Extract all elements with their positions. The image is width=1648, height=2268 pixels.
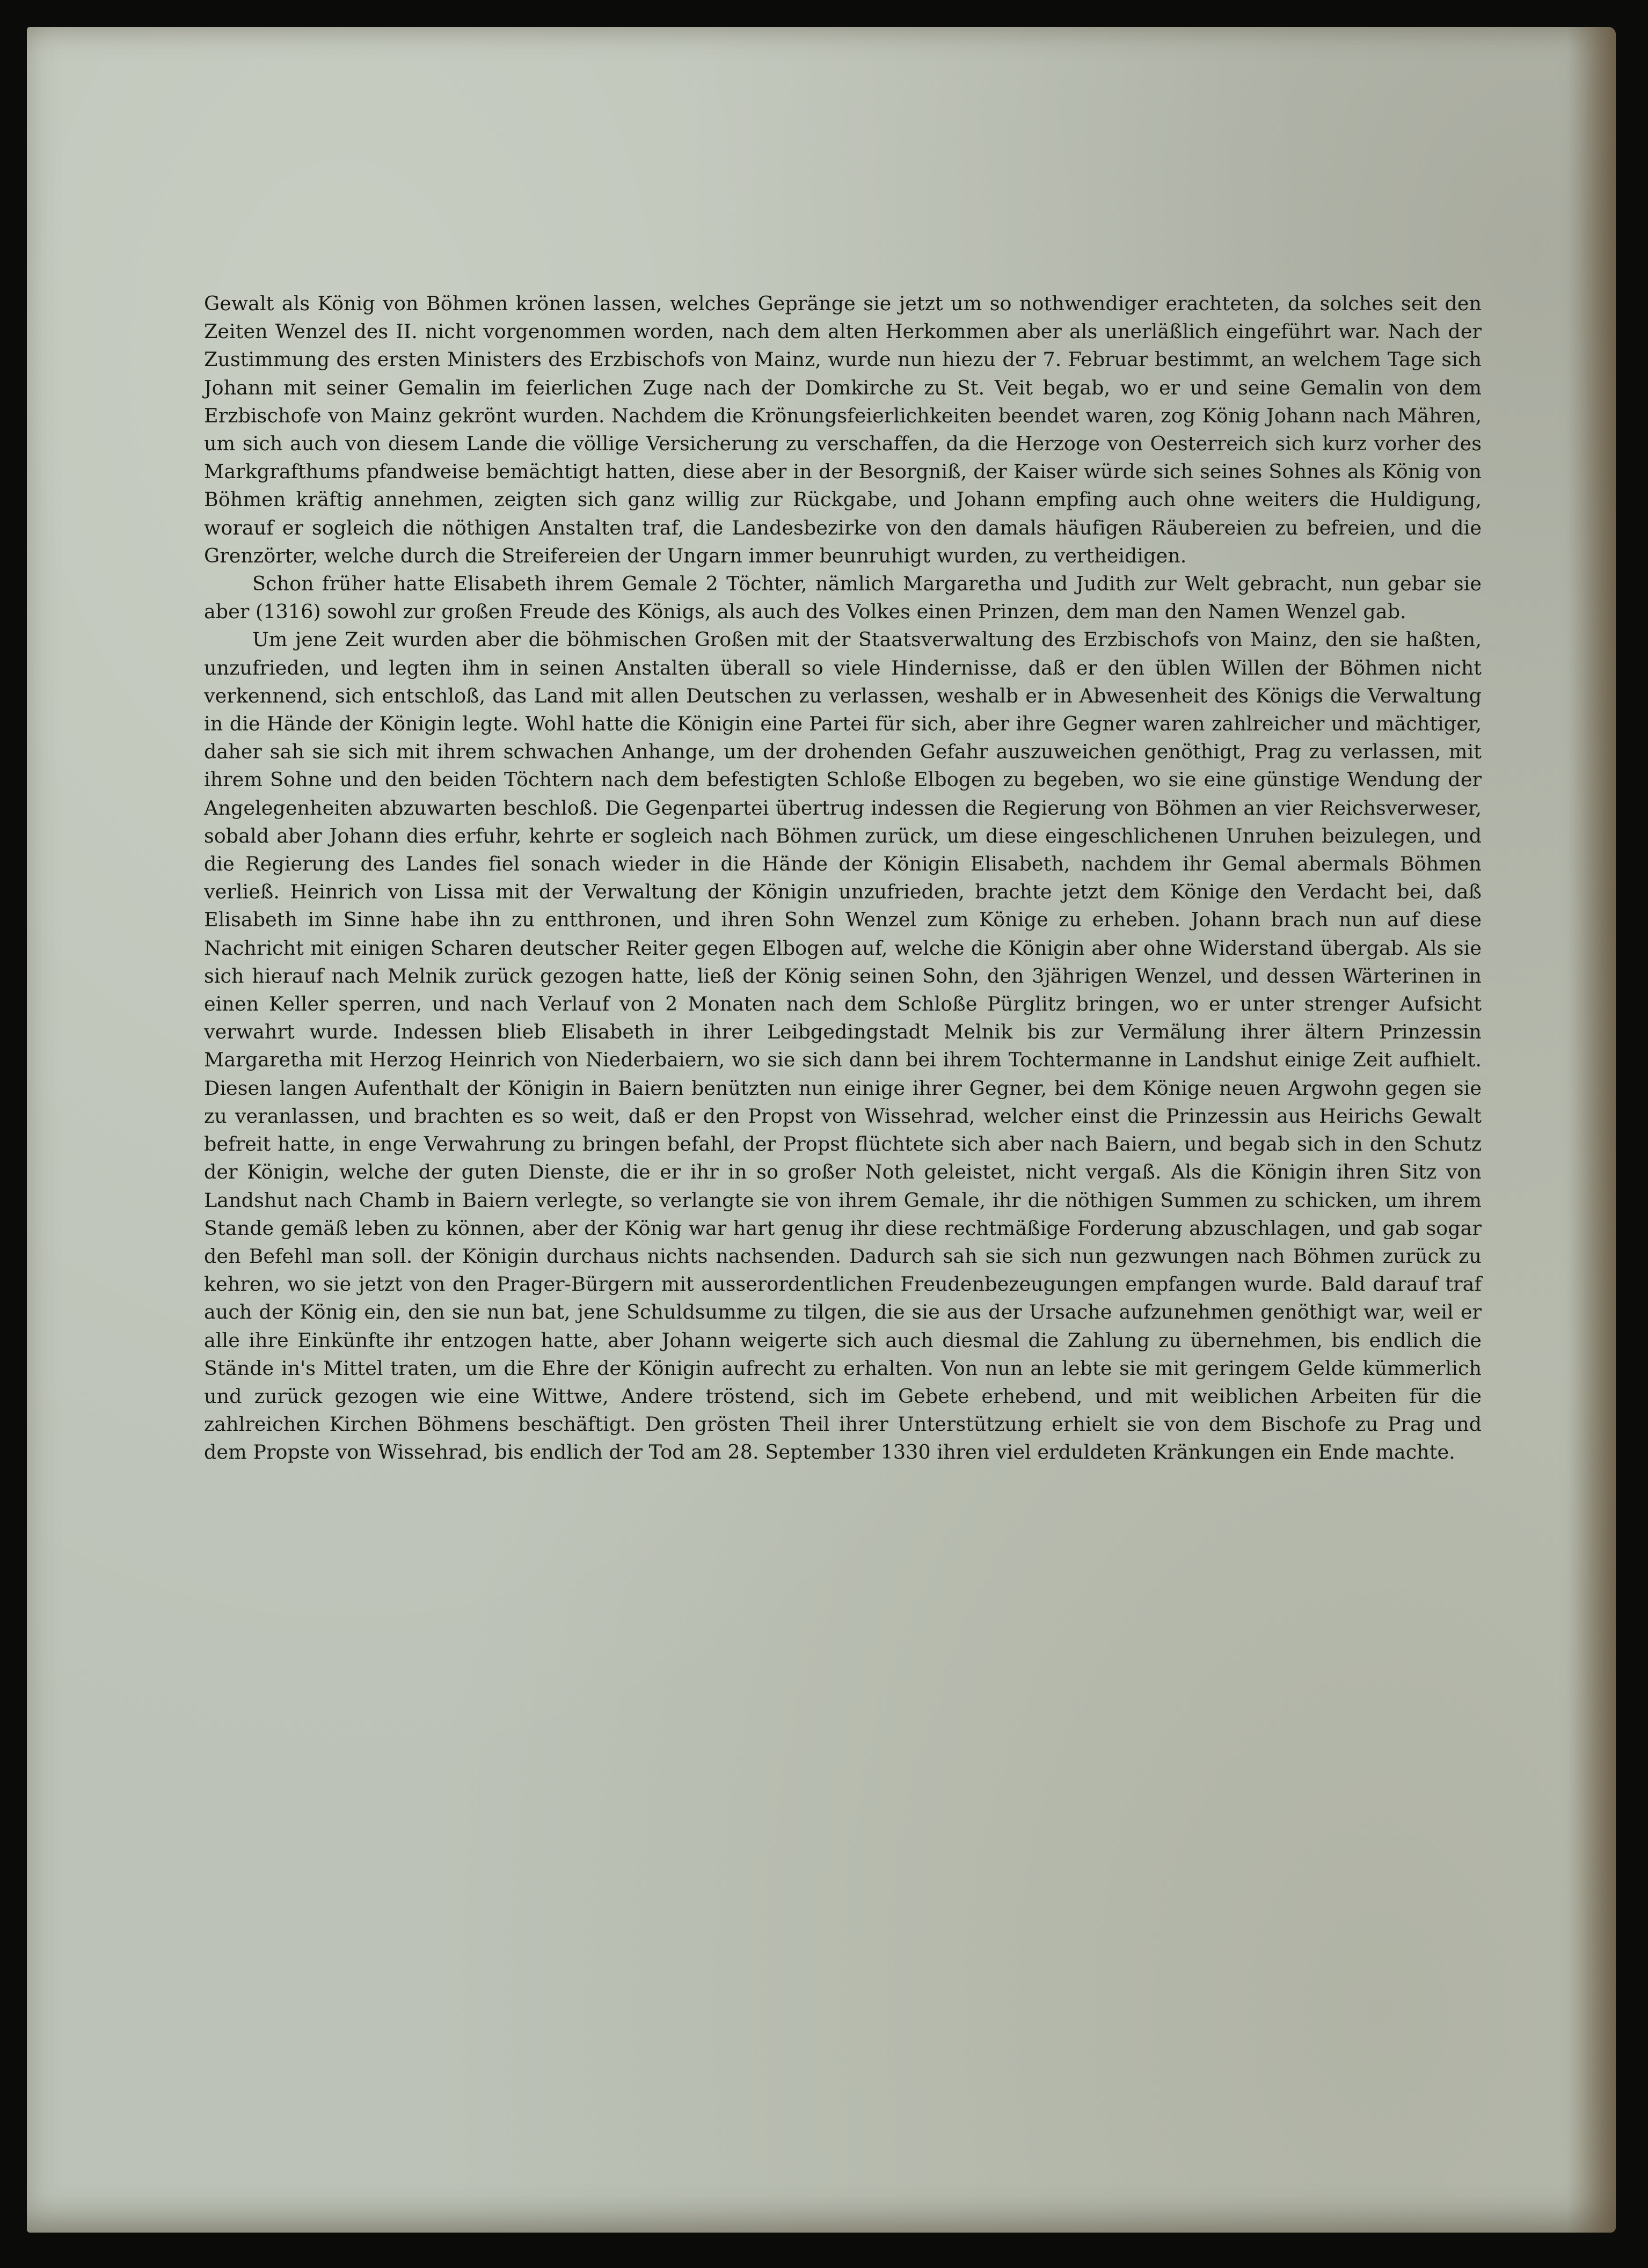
body-text	[204, 290, 1482, 1467]
paragraph-1: Gewalt als König von Böhmen krönen lassen, welches Gepränge sie jetzt um so nothwendiger erachteten, da solches seit den Zeiten Wenzel des II. nicht vorgenommen worden, nach dem alten Herkommen aber als unerläßlich eingeführt war. Nach der Zustimmung des ersten Ministers des Erzbischofs von Mainz, wurde nun hiezu der 7. Februar bestimmt, an welchem Tage sich Johann mit seiner Gemalin im feierlichen Zuge nach der Domkirche zu St. Veit begab, wo er und seine Gemalin von dem Erzbischofe von Mainz gekrönt wurden. Nachdem die Krönungsfeierlichkeiten beendet waren, zog König Johann nach Mähren, um sich auch von diesem Lande die völlige Versicherung zu verschaffen, da die Herzoge von Oesterreich sich kurz vorher des Markgrafthums pfandweise bemächtigt hatten, diese aber in der Besorgniß, der Kaiser würde sich seines Sohnes als König von Böhmen kräftig annehmen, zeigten sich ganz willig zur Rückgabe, und Johann empfing auch ohne weiters die Huldigung, worauf er sogleich die nöthigen Anstalten traf, die Landesbezirke von den damals häufigen Räubereien zu befreien, und die Grenzörter, welche durch die Streifereien der Ungarn immer beunruhigt wurden, zu vertheidigen.	[204, 292, 1482, 567]
paragraph-3: Um jene Zeit wurden aber die böhmischen Großen mit der Staatsverwaltung des Erzbischofs von Mainz, den sie haßten, unzufrieden, und legten ihm in seinen Anstalten überall so viele Hindernisse, daß er den üblen Willen der Böhmen nicht verkennend, sich entschloß, das Land mit allen Deutschen zu verlassen, weshalb er in Abwesenheit des Königs die Verwaltung in die Hände der Königin legte. Wohl hatte die Königin eine Partei für sich, aber ihre Gegner waren zahlreicher und mächtiger, daher sah sie sich mit ihrem schwachen Anhange, um der drohenden Gefahr auszuweichen genöthigt, Prag zu verlassen, mit ihrem Sohne und den beiden Töchtern nach dem befestigten Schloße Elbogen zu begeben, wo sie eine günstige Wendung der Angelegenheiten abzuwarten beschloß. Die Gegenpartei übertrug indessen die Regierung von Böhmen an vier Reichsverweser, sobald aber Johann dies erfuhr, kehrte er sogleich nach Böhmen zurück, um diese eingeschlichenen Unruhen beizulegen, und die Regierung des Landes fiel sonach wieder in die Hände der Königin Elisabeth, nachdem ihr Gemal abermals Böhmen verließ. Heinrich von Lissa mit der Verwaltung der Königin unzufrieden, brachte jetzt dem Könige den Verdacht bei, daß Elisabeth im Sinne habe ihn zu entthronen, und ihren Sohn Wenzel zum Könige zu erheben. Johann brach nun auf diese Nachricht mit einigen Scharen deutscher Reiter gegen Elbogen auf, welche die Königin aber ohne Widerstand übergab. Als sie sich hierauf nach Melnik zurück gezogen hatte, ließ der König seinen Sohn, den 3jährigen Wenzel, und dessen Wärterinen in einen Keller sperren, und nach Verlauf von 2 Monaten nach dem Schloße Pürglitz bringen, wo er unter strenger Aufsicht verwahrt wurde. Indessen blieb Elisabeth in ihrer Leibgedingstadt Melnik bis zur Vermälung ihrer ältern Prinzessin Margaretha mit Herzog Heinrich von Niederbaiern, wo sie sich dann bei ihrem Tochtermanne in Landshut einige Zeit aufhielt. Diesen langen Aufenthalt der Königin in Baiern benützten nun einige ihrer Gegner, bei dem Könige neuen Argwohn gegen sie zu veranlassen, und brachten es so weit, daß er den Propst von Wissehrad, welcher einst die Prinzessin aus Heirichs Gewalt befreit hatte, in enge Verwahrung zu bringen befahl, der Propst flüchtete sich aber nach Baiern, und begab sich in den Schutz der Königin, welche der guten Dienste, die er ihr in so großer Noth geleistet, nicht vergaß. Als die Königin ihren Sitz von Landshut nach Chamb in Baiern verlegte, so verlangte sie von ihrem Gemale, ihr die nöthigen Summen zu schicken, um ihrem Stande gemäß leben zu können, aber der König war hart genug ihr diese rechtmäßige Forderung abzuschlagen, und gab sogar den Befehl man soll. der Königin durchaus nichts nachsenden. Dadurch sah sie sich nun gezwungen nach Böhmen zurück zu kehren, wo sie jetzt von den Prager-Bürgern mit ausserordentlichen Freudenbezeugungen empfangen wurde. Bald darauf traf auch der König ein, den sie nun bat, jene Schuldsumme zu tilgen, die sie aus der Ursache aufzunehmen genöthigt war, weil er alle ihre Einkünfte ihr entzogen hatte, aber Johann weigerte sich auch diesmal die Zahlung zu übernehmen, bis endlich die Stände in's Mittel traten, um die Ehre der Königin aufrecht zu erhalten. Von nun an lebte sie mit geringem Gelde kümmerlich und zurück gezogen wie eine Wittwe, Andere tröstend, sich im Gebete erhebend, und mit weiblichen Arbeiten für die zahlreichen Kirchen Böhmens beschäftigt. Den grösten Theil ihrer Unterstützung erhielt sie von dem Bischofe zu Prag und dem Propste von Wissehrad, bis endlich der Tod am 28. September 1330 ihren viel erduldeten Kränkungen ein Ende machte.	[204, 628, 1482, 1464]
paragraph-2: Schon früher hatte Elisabeth ihrem Gemale 2 Töchter, nämlich Margaretha und Judith zur Welt gebracht, nun gebar sie aber (1316) sowohl zur großen Freude des Königs, als auch des Volkes einen Prinzen, dem man den Namen Wenzel gab.	[204, 572, 1482, 624]
page-edge-shadow	[1567, 27, 1616, 2233]
